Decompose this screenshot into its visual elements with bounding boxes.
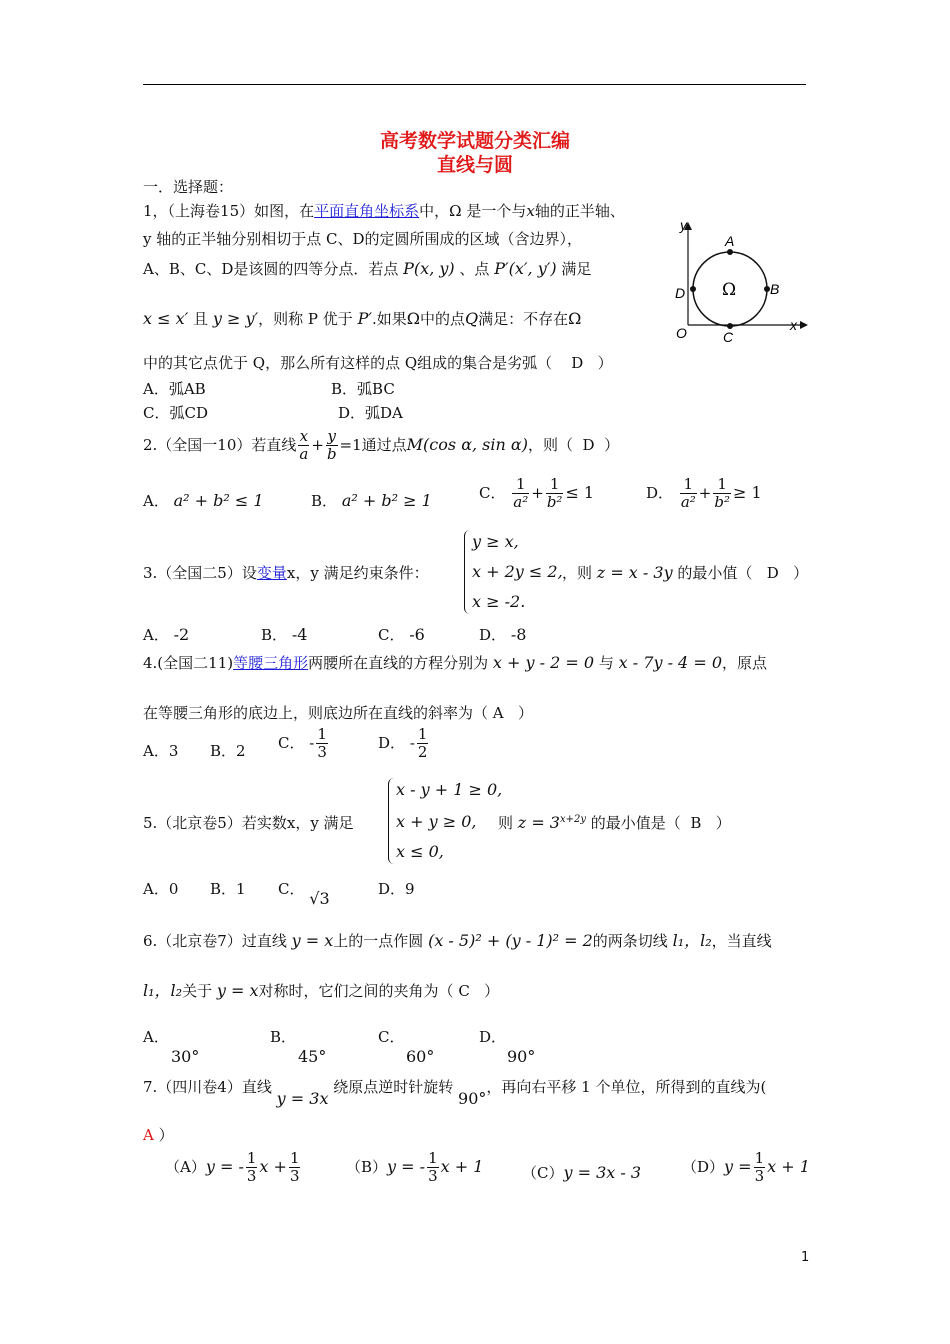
q5-line: 5.（北京卷5）若实数x，y 满足 [143, 814, 354, 832]
q5-constraint-1: x - y + 1 ≥ 0, [396, 780, 503, 799]
q5-answer: B [690, 814, 702, 832]
q6-option-d: D． 90° [479, 1028, 536, 1066]
page-subtitle: 直线与圆 [436, 154, 513, 176]
header-rule [143, 84, 806, 85]
q3-answer: D [766, 564, 779, 582]
fig-x-label: x [790, 317, 797, 333]
q1-option-d: D．弧DA [338, 404, 403, 422]
fig-omega-label: Ω [722, 280, 737, 300]
q2-option-a: A． a² + b² ≤ 1 [143, 491, 264, 510]
page-title: 高考数学试题分类汇编 [379, 130, 570, 152]
q2-option-d: D． $\frac{1}{\text{a²}}$ + $\frac{1}{\text{b²}}$ ≥ 1 [646, 475, 762, 512]
q2-answer: D [582, 435, 595, 454]
q6-answer: C [458, 982, 470, 1000]
q5-brace [388, 778, 395, 864]
fig-c-label: C [723, 329, 734, 345]
q7-option-d: （D）y = $\frac{1}{3}$ x + 1 [682, 1149, 810, 1186]
q6-option-a: A． 30° [143, 1028, 200, 1066]
q7-option-a: （A）y = - $\frac{1}{3}$ x + $\frac{1}{3}$ [165, 1149, 300, 1186]
q3-constraint-1: y ≥ x, [472, 532, 519, 551]
q3-option-b: B． -4 [261, 625, 308, 644]
section-heading: 一．选择题： [143, 178, 234, 196]
q6-option-c: C． 60° [378, 1028, 435, 1066]
q1-line5: 中的其它点优于 Q，那么所有这样的点 Q组成的集合是劣弧（ D ） [143, 354, 613, 372]
q1-option-b: B．弧BC [331, 380, 395, 398]
q2-option-c: C． $\frac{1}{\text{a²}}$ + $\frac{1}{\text{b²}}$ ≤ 1 [479, 475, 595, 512]
link-coordinate-system[interactable]: 平面直角坐标系 [314, 202, 420, 220]
fig-a-label: A [725, 233, 735, 249]
q6-option-b: B． 45° [270, 1028, 327, 1066]
q4-option-a: A．3 [143, 742, 179, 760]
q3-constraint-2: x + 2y ≤ 2, [472, 562, 563, 581]
q7-answer-line: A ） [143, 1126, 174, 1144]
q5-constraint-2: x + y ≥ 0, [396, 812, 477, 831]
q4-line1: 4.(全国二11)等腰三角形两腰所在直线的方程分别为 x + y - 2 = 0 与 x - 7y - 4 = 0，原点 [143, 653, 768, 672]
q5-option-a: A．0 [143, 880, 179, 898]
q5-option-d: D．9 [378, 880, 415, 898]
q7-option-b: （B）y = - $\frac{1}{3}$ x + 1 [346, 1149, 484, 1186]
q4-line2: 在等腰三角形的底边上，则底边所在直线的斜率为（ A ） [143, 704, 533, 722]
q3-line: 3.（全国二5）设变量x，y 满足约束条件： [143, 564, 429, 582]
q4-option-d: D． - $\frac{1}{2}$ [378, 725, 428, 762]
q3-brace [464, 530, 471, 614]
q1-line1: 1，（上海卷15）如图，在平面直角坐标系中，Ω 是一个与x轴的正半轴、 [143, 202, 625, 220]
q1-answer: D [571, 354, 584, 372]
q5-option-b: B．1 [210, 880, 246, 898]
fig-y-label: y [680, 217, 687, 233]
q1-line3: A、B、C、D是该圆的四等分点．若点 P(x, y) 、点 P′(x′, y′) 满足 [143, 259, 592, 278]
q2-option-b: B． a² + b² ≥ 1 [311, 491, 432, 510]
q7-line1: 7.（四川卷4）直线 y = 3x 绕原点逆时针旋转 90°，再向右平移 1 个单位，所得到的直线为( [143, 1078, 767, 1108]
q1-option-a: A．弧AB [143, 380, 206, 398]
q3-constraint-3: x ≥ -2. [472, 592, 526, 611]
fig-d-label: D [675, 285, 686, 301]
fig-origin-label: O [676, 325, 687, 341]
q4-option-b: B．2 [210, 742, 246, 760]
q6-line1: 6.（北京卷7）过直线 y = x上的一点作圆 (x - 5)² + (y - 1)² = 2的两条切线 l₁，l₂，当直线 [143, 931, 772, 950]
q2-line: 2.（全国一10）若直线 $\frac{x}{a}$ + $\frac{y}{b}$ =1通过点M(cos α, sin α)，则（ D ） [143, 427, 620, 464]
fig-b-label: B [770, 281, 780, 297]
q3-option-c: C． -6 [378, 625, 425, 644]
q7-answer: A [143, 1126, 154, 1144]
q4-option-c: C． - $\frac{1}{3}$ [278, 725, 327, 762]
q1-line4: x ≤ x′ 且 y ≥ y′，则称 P 优于 P′.如果Ω中的点Q满足：不存在Ω [143, 309, 582, 328]
q1-option-c: C．弧CD [143, 404, 208, 422]
q4-answer: A [492, 704, 504, 722]
page-number: 1 [801, 1250, 810, 1265]
q5-constraint-3: x ≤ 0, [396, 842, 444, 861]
q3-option-a: A． -2 [143, 625, 190, 644]
q6-line2: l₁，l₂关于 y = x对称时，它们之间的夹角为（ C ） [143, 981, 500, 1000]
link-isosceles-triangle[interactable]: 等腰三角形 [233, 654, 309, 672]
q1-line2: y 轴的正半轴分别相切于点 C、D的定圆所围成的区域（含边界）， [143, 230, 583, 248]
q3-option-d: D． -8 [479, 625, 527, 644]
circle-figure [670, 210, 810, 350]
link-variable[interactable]: 变量 [256, 564, 287, 582]
q5-tail: 则 $z = 3^{x+2y}$ 的最小值是（ B ） [498, 813, 731, 832]
q7-option-c: （C）y = 3x - 3 [522, 1163, 642, 1182]
q5-option-c: C． √3 [278, 880, 330, 908]
q3-tail: ，则 z = x - 3y 的最小值（ D ） [562, 563, 809, 582]
